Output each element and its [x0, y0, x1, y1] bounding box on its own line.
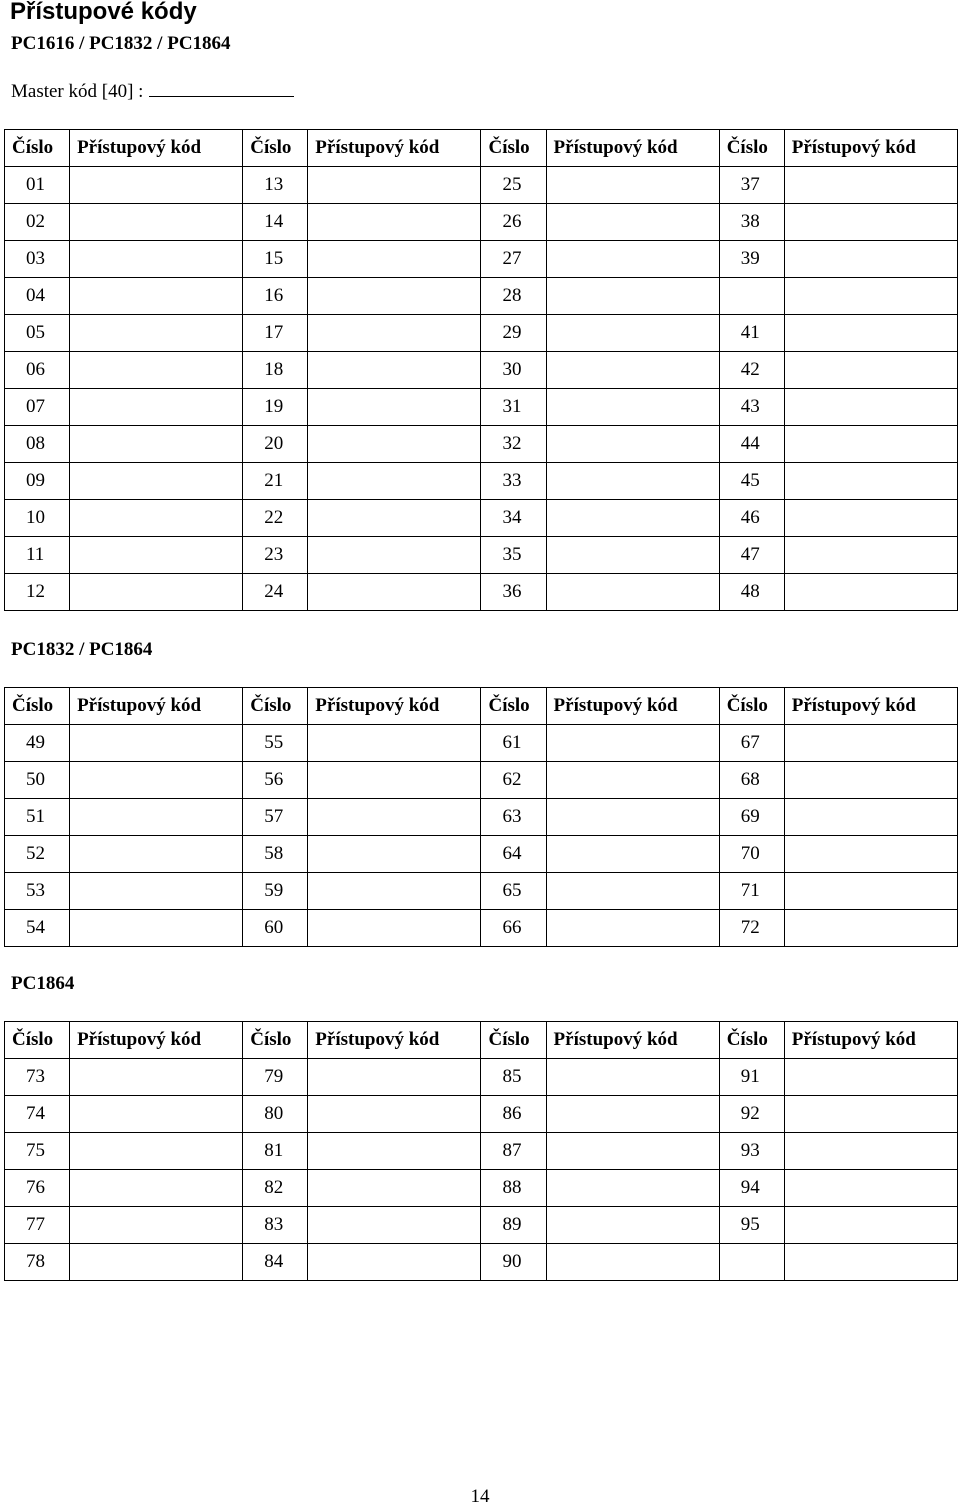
column-header-number: Číslo — [243, 1022, 308, 1059]
access-code-cell[interactable] — [546, 426, 719, 463]
access-code-cell[interactable] — [308, 426, 481, 463]
access-code-cell[interactable] — [70, 278, 243, 315]
user-number-cell: 12 — [5, 574, 70, 611]
user-number-cell: 18 — [243, 352, 308, 389]
user-number-cell: 02 — [5, 204, 70, 241]
access-code-cell[interactable] — [546, 241, 719, 278]
table-row — [5, 1170, 958, 1207]
access-code-cell[interactable] — [546, 836, 719, 873]
access-code-cell[interactable] — [308, 352, 481, 389]
user-number-cell: 45 — [719, 463, 784, 500]
column-header-access-code: Přístupový kód — [308, 130, 481, 167]
access-code-cell[interactable] — [784, 537, 957, 574]
access-code-cell[interactable] — [784, 278, 957, 315]
access-code-cell[interactable] — [70, 352, 243, 389]
access-code-cell[interactable] — [70, 537, 243, 574]
user-number-cell: 61 — [481, 725, 546, 762]
access-code-cell[interactable] — [784, 500, 957, 537]
user-number-cell: 26 — [481, 204, 546, 241]
access-code-cell[interactable] — [70, 1170, 243, 1207]
user-number-cell: 13 — [243, 167, 308, 204]
table-row — [5, 167, 958, 204]
user-number-cell: 72 — [719, 910, 784, 947]
access-code-cell[interactable] — [784, 167, 957, 204]
column-header-number: Číslo — [719, 1022, 784, 1059]
access-code-cell[interactable] — [546, 799, 719, 836]
user-number-cell: 78 — [5, 1244, 70, 1281]
user-number-cell: 95 — [719, 1207, 784, 1244]
access-code-cell[interactable] — [308, 836, 481, 873]
column-header-access-code: Přístupový kód — [784, 1022, 957, 1059]
column-header-number: Číslo — [5, 130, 70, 167]
access-code-cell[interactable] — [546, 204, 719, 241]
access-code-cell[interactable] — [70, 167, 243, 204]
access-code-cell[interactable] — [784, 463, 957, 500]
column-header-access-code: Přístupový kód — [70, 1022, 243, 1059]
access-code-cell[interactable] — [308, 910, 481, 947]
column-header-number: Číslo — [481, 1022, 546, 1059]
user-number-cell: 60 — [243, 910, 308, 947]
column-header-number: Číslo — [243, 688, 308, 725]
section-label-pc1864: PC1864 — [11, 973, 75, 994]
table-row — [5, 463, 958, 500]
access-code-cell[interactable] — [784, 1170, 957, 1207]
access-code-cell[interactable] — [546, 1207, 719, 1244]
access-code-cell[interactable] — [308, 204, 481, 241]
user-number-cell — [719, 1244, 784, 1281]
table-row — [5, 574, 958, 611]
column-header-access-code: Přístupový kód — [308, 688, 481, 725]
access-code-cell[interactable] — [308, 799, 481, 836]
access-code-cell[interactable] — [784, 204, 957, 241]
user-number-cell: 62 — [481, 762, 546, 799]
access-code-cell[interactable] — [70, 426, 243, 463]
access-code-cell[interactable] — [546, 1059, 719, 1096]
user-number-cell: 28 — [481, 278, 546, 315]
section-label-pc1832: PC1832 / PC1864 — [11, 639, 153, 660]
access-code-cell[interactable] — [308, 315, 481, 352]
access-code-cell[interactable] — [308, 537, 481, 574]
access-code-cell[interactable] — [784, 725, 957, 762]
user-number-cell: 71 — [719, 873, 784, 910]
user-number-cell: 53 — [5, 873, 70, 910]
user-number-cell: 10 — [5, 500, 70, 537]
column-header-number: Číslo — [5, 1022, 70, 1059]
access-code-cell[interactable] — [546, 352, 719, 389]
user-number-cell: 84 — [243, 1244, 308, 1281]
access-code-cell[interactable] — [308, 1133, 481, 1170]
column-header-access-code: Přístupový kód — [70, 130, 243, 167]
user-number-cell: 27 — [481, 241, 546, 278]
table-row — [5, 204, 958, 241]
user-number-cell: 92 — [719, 1096, 784, 1133]
user-number-cell: 17 — [243, 315, 308, 352]
user-number-cell: 91 — [719, 1059, 784, 1096]
user-number-cell: 66 — [481, 910, 546, 947]
master-code-blank — [149, 80, 294, 97]
user-number-cell: 42 — [719, 352, 784, 389]
access-code-cell[interactable] — [546, 537, 719, 574]
user-number-cell: 05 — [5, 315, 70, 352]
access-code-cell[interactable] — [546, 725, 719, 762]
user-number-cell: 85 — [481, 1059, 546, 1096]
user-number-cell: 69 — [719, 799, 784, 836]
access-code-cell[interactable] — [308, 574, 481, 611]
access-code-cell[interactable] — [70, 574, 243, 611]
column-header-number: Číslo — [481, 688, 546, 725]
access-code-cell[interactable] — [70, 1207, 243, 1244]
access-code-cell[interactable] — [784, 799, 957, 836]
access-code-cell[interactable] — [784, 426, 957, 463]
table-row — [5, 426, 958, 463]
column-header-access-code: Přístupový kód — [546, 130, 719, 167]
column-header-number: Číslo — [481, 130, 546, 167]
table-row — [5, 1133, 958, 1170]
column-header-access-code: Přístupový kód — [784, 688, 957, 725]
code-table-73-95 — [4, 1021, 958, 1281]
user-number-cell: 81 — [243, 1133, 308, 1170]
user-number-cell: 80 — [243, 1096, 308, 1133]
access-code-cell[interactable] — [308, 278, 481, 315]
access-code-cell[interactable] — [308, 1244, 481, 1281]
table-row — [5, 910, 958, 947]
access-code-cell[interactable] — [784, 352, 957, 389]
access-code-cell[interactable] — [308, 241, 481, 278]
access-code-cell[interactable] — [70, 910, 243, 947]
access-code-cell[interactable] — [70, 836, 243, 873]
access-code-cell[interactable] — [308, 500, 481, 537]
access-code-cell[interactable] — [784, 910, 957, 947]
user-number-cell: 73 — [5, 1059, 70, 1096]
master-code-label: Master kód [40] : — [11, 81, 144, 102]
access-code-cell[interactable] — [308, 1059, 481, 1096]
user-number-cell: 09 — [5, 463, 70, 500]
access-code-cell[interactable] — [784, 574, 957, 611]
user-number-cell: 08 — [5, 426, 70, 463]
access-code-cell[interactable] — [546, 762, 719, 799]
user-number-cell: 37 — [719, 167, 784, 204]
user-number-cell: 15 — [243, 241, 308, 278]
user-number-cell: 58 — [243, 836, 308, 873]
user-number-cell: 87 — [481, 1133, 546, 1170]
user-number-cell: 50 — [5, 762, 70, 799]
access-code-cell[interactable] — [546, 873, 719, 910]
table-row — [5, 1207, 958, 1244]
access-code-cell[interactable] — [308, 463, 481, 500]
user-number-cell: 14 — [243, 204, 308, 241]
access-code-cell[interactable] — [784, 762, 957, 799]
user-number-cell: 16 — [243, 278, 308, 315]
column-header-access-code: Přístupový kód — [546, 1022, 719, 1059]
access-code-cell[interactable] — [308, 1170, 481, 1207]
access-code-cell[interactable] — [784, 1096, 957, 1133]
user-number-cell: 29 — [481, 315, 546, 352]
user-number-cell: 22 — [243, 500, 308, 537]
user-number-cell: 35 — [481, 537, 546, 574]
column-header-number: Číslo — [5, 688, 70, 725]
table-row — [5, 836, 958, 873]
user-number-cell: 88 — [481, 1170, 546, 1207]
user-number-cell: 25 — [481, 167, 546, 204]
column-header-access-code: Přístupový kód — [784, 130, 957, 167]
access-code-cell[interactable] — [784, 1133, 957, 1170]
access-code-cell[interactable] — [784, 315, 957, 352]
user-number-cell: 32 — [481, 426, 546, 463]
user-number-cell: 41 — [719, 315, 784, 352]
user-number-cell: 30 — [481, 352, 546, 389]
table-header-row — [5, 1022, 958, 1059]
user-number-cell: 74 — [5, 1096, 70, 1133]
access-code-cell[interactable] — [546, 1133, 719, 1170]
user-number-cell: 86 — [481, 1096, 546, 1133]
user-number-cell: 64 — [481, 836, 546, 873]
user-number-cell: 44 — [719, 426, 784, 463]
user-number-cell: 46 — [719, 500, 784, 537]
access-code-cell[interactable] — [70, 241, 243, 278]
access-code-cell[interactable] — [70, 463, 243, 500]
user-number-cell: 21 — [243, 463, 308, 500]
access-code-cell[interactable] — [546, 315, 719, 352]
access-code-cell[interactable] — [308, 1207, 481, 1244]
table-row — [5, 762, 958, 799]
user-number-cell: 01 — [5, 167, 70, 204]
user-number-cell: 07 — [5, 389, 70, 426]
access-code-cell[interactable] — [70, 725, 243, 762]
user-number-cell: 65 — [481, 873, 546, 910]
access-code-cell[interactable] — [546, 389, 719, 426]
access-code-cell[interactable] — [784, 241, 957, 278]
user-number-cell: 47 — [719, 537, 784, 574]
access-code-cell[interactable] — [70, 762, 243, 799]
user-number-cell: 94 — [719, 1170, 784, 1207]
access-code-cell[interactable] — [784, 1244, 957, 1281]
user-number-cell: 68 — [719, 762, 784, 799]
page-number: 14 — [470, 1486, 490, 1507]
user-number-cell: 67 — [719, 725, 784, 762]
user-number-cell: 11 — [5, 537, 70, 574]
access-code-cell[interactable] — [784, 389, 957, 426]
access-code-cell[interactable] — [70, 500, 243, 537]
access-code-cell[interactable] — [70, 1096, 243, 1133]
user-number-cell: 34 — [481, 500, 546, 537]
access-code-cell[interactable] — [546, 463, 719, 500]
user-number-cell: 24 — [243, 574, 308, 611]
user-number-cell: 93 — [719, 1133, 784, 1170]
access-code-cell[interactable] — [70, 799, 243, 836]
user-number-cell: 55 — [243, 725, 308, 762]
user-number-cell: 83 — [243, 1207, 308, 1244]
access-code-cell[interactable] — [546, 167, 719, 204]
user-number-cell: 75 — [5, 1133, 70, 1170]
table-row — [5, 799, 958, 836]
table-row — [5, 389, 958, 426]
access-code-cell[interactable] — [784, 1207, 957, 1244]
access-code-cell[interactable] — [546, 1170, 719, 1207]
access-code-cell[interactable] — [784, 1059, 957, 1096]
user-number-cell: 59 — [243, 873, 308, 910]
access-code-cell[interactable] — [308, 1096, 481, 1133]
user-number-cell: 33 — [481, 463, 546, 500]
column-header-access-code: Přístupový kód — [308, 1022, 481, 1059]
user-number-cell: 20 — [243, 426, 308, 463]
user-number-cell: 36 — [481, 574, 546, 611]
access-code-cell[interactable] — [70, 1059, 243, 1096]
user-number-cell: 79 — [243, 1059, 308, 1096]
user-number-cell: 43 — [719, 389, 784, 426]
access-code-cell[interactable] — [308, 389, 481, 426]
access-code-cell[interactable] — [308, 762, 481, 799]
user-number-cell: 39 — [719, 241, 784, 278]
user-number-cell: 06 — [5, 352, 70, 389]
code-table-49-72 — [4, 687, 958, 947]
access-code-cell[interactable] — [308, 873, 481, 910]
table-row — [5, 1059, 958, 1096]
column-header-number: Číslo — [243, 130, 308, 167]
access-code-cell[interactable] — [546, 574, 719, 611]
column-header-access-code: Přístupový kód — [70, 688, 243, 725]
page-title: Přístupové kódy — [10, 0, 197, 25]
user-number-cell: 57 — [243, 799, 308, 836]
table-row — [5, 1096, 958, 1133]
user-number-cell: 70 — [719, 836, 784, 873]
table-row — [5, 315, 958, 352]
access-code-cell[interactable] — [70, 1133, 243, 1170]
table-row — [5, 241, 958, 278]
user-number-cell: 23 — [243, 537, 308, 574]
user-number-cell: 51 — [5, 799, 70, 836]
user-number-cell: 89 — [481, 1207, 546, 1244]
access-code-cell[interactable] — [308, 725, 481, 762]
models-subtitle: PC1616 / PC1832 / PC1864 — [11, 33, 231, 54]
code-table-1-48 — [4, 129, 958, 611]
user-number-cell: 03 — [5, 241, 70, 278]
access-code-cell[interactable] — [784, 836, 957, 873]
user-number-cell: 48 — [719, 574, 784, 611]
access-code-cell[interactable] — [546, 500, 719, 537]
user-number-cell: 76 — [5, 1170, 70, 1207]
access-code-cell[interactable] — [70, 1244, 243, 1281]
user-number-cell: 77 — [5, 1207, 70, 1244]
access-code-cell[interactable] — [308, 167, 481, 204]
table-header-row — [5, 688, 958, 725]
access-code-cell[interactable] — [70, 389, 243, 426]
access-code-cell[interactable] — [546, 278, 719, 315]
user-number-cell: 52 — [5, 836, 70, 873]
user-number-cell — [719, 278, 784, 315]
user-number-cell: 82 — [243, 1170, 308, 1207]
access-code-cell[interactable] — [784, 873, 957, 910]
table-header-row — [5, 130, 958, 167]
access-code-cell[interactable] — [546, 1096, 719, 1133]
user-number-cell: 04 — [5, 278, 70, 315]
access-code-cell[interactable] — [546, 1244, 719, 1281]
table-row — [5, 873, 958, 910]
master-code-line — [11, 80, 294, 104]
user-number-cell: 49 — [5, 725, 70, 762]
access-code-cell[interactable] — [546, 910, 719, 947]
user-number-cell: 54 — [5, 910, 70, 947]
user-number-cell: 19 — [243, 389, 308, 426]
access-code-cell[interactable] — [70, 873, 243, 910]
user-number-cell: 56 — [243, 762, 308, 799]
table-row — [5, 725, 958, 762]
column-header-access-code: Přístupový kód — [546, 688, 719, 725]
table-row — [5, 352, 958, 389]
table-row — [5, 537, 958, 574]
access-code-cell[interactable] — [70, 315, 243, 352]
user-number-cell: 31 — [481, 389, 546, 426]
access-code-cell[interactable] — [70, 204, 243, 241]
user-number-cell: 90 — [481, 1244, 546, 1281]
user-number-cell: 63 — [481, 799, 546, 836]
table-row — [5, 1244, 958, 1281]
table-row — [5, 500, 958, 537]
column-header-number: Číslo — [719, 688, 784, 725]
user-number-cell: 38 — [719, 204, 784, 241]
column-header-number: Číslo — [719, 130, 784, 167]
table-row — [5, 278, 958, 315]
